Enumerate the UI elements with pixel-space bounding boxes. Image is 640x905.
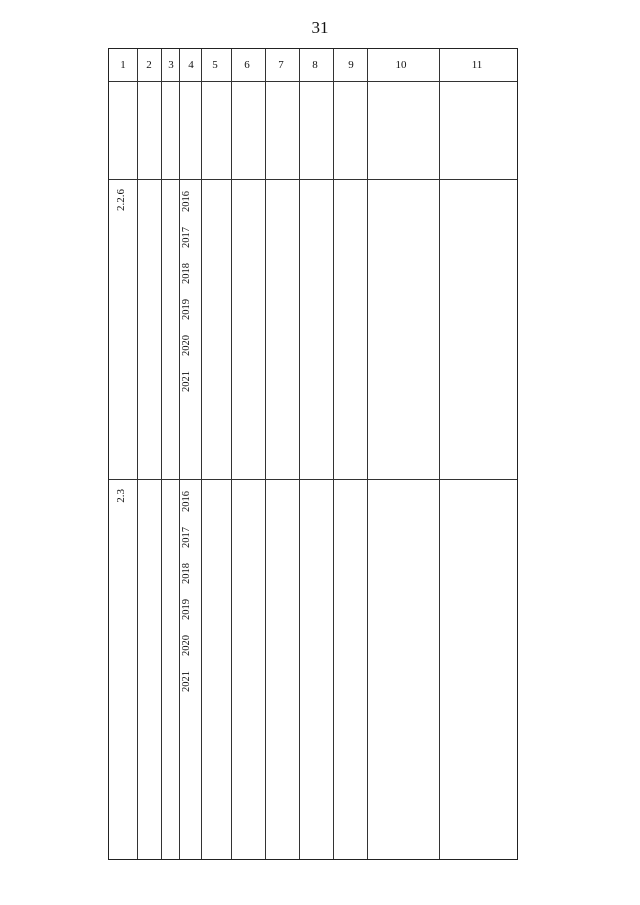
column-header: 7 [278, 59, 284, 71]
row-code: 2.3 [115, 489, 127, 503]
year-cell: 2019 [181, 299, 192, 320]
column-header: 9 [348, 59, 354, 71]
year-cell: 2017 [181, 227, 192, 248]
year-cell: 2017 [181, 527, 192, 548]
year-cell: 2020 [181, 635, 192, 656]
year-cell: 2021 [181, 671, 192, 692]
year-cell: 2016 [181, 191, 192, 212]
year-cell: 2018 [181, 263, 192, 284]
year-cell: 2018 [181, 563, 192, 584]
year-cell: 2020 [181, 335, 192, 356]
column-header: 5 [212, 59, 218, 71]
page-number: 31 [311, 18, 329, 37]
column-header: 3 [168, 59, 174, 71]
column-header: 1 [120, 59, 126, 71]
column-header: 2 [146, 59, 152, 71]
column-header: 10 [395, 59, 407, 71]
document-table [108, 48, 518, 860]
row-code: 2.2.6 [115, 189, 127, 211]
year-cell: 2019 [181, 599, 192, 620]
column-header: 6 [244, 59, 250, 71]
year-cell: 2016 [181, 491, 192, 512]
column-header: 4 [188, 59, 194, 71]
year-cell: 2021 [181, 371, 192, 392]
column-header: 8 [312, 59, 318, 71]
column-header: 11 [471, 59, 483, 71]
